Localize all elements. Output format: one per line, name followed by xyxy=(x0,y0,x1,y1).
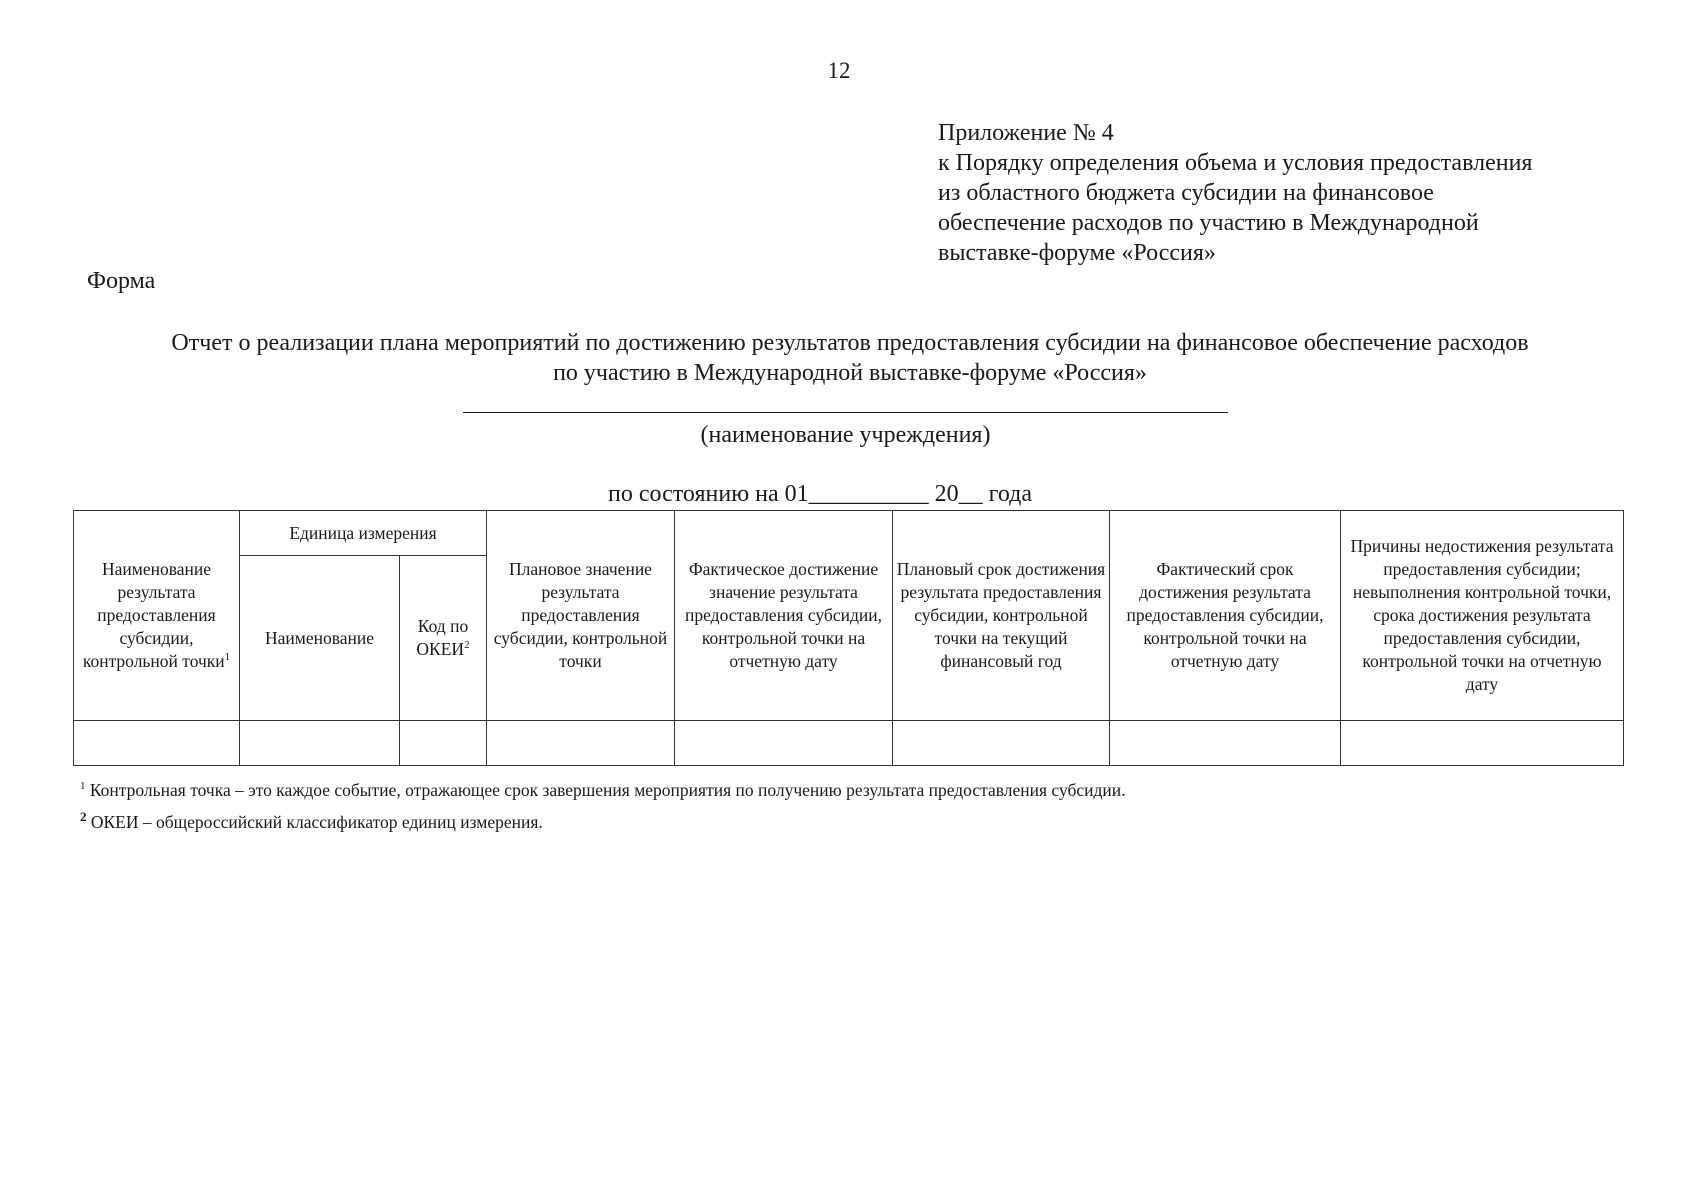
appendix-line: обеспечение расходов по участию в Международной xyxy=(938,210,1479,236)
footnote-2: $^2$ ОКЕИ – общероссийский классификатор единиц измерения. xyxy=(80,809,543,832)
header-planned-value: Плановое значение результата предоставления субсидии, контрольной точки xyxy=(487,511,675,721)
header-result-name: Наименование результата предоставления субсидии, контрольной точки$^1$ xyxy=(74,511,240,721)
header-actual-value: Фактическое достижение значение результата предоставления субсидии, контрольной точки на отчетную дату xyxy=(675,511,893,721)
header-unit-code: Код по ОКЕИ$^2$ xyxy=(400,556,487,721)
report-title-line: Отчет о реализации плана мероприятий по достижению результатов предоставления субсидии на финансовое обеспечение расходов xyxy=(171,330,1529,356)
appendix-line: Приложение № 4 xyxy=(938,120,1114,146)
table-cell[interactable] xyxy=(893,721,1110,766)
form-label: Форма xyxy=(87,268,156,294)
appendix-line: выставке-форуме «Россия» xyxy=(938,240,1216,266)
as-of-date: по состоянию на 01__________ 20__ года xyxy=(608,481,1033,507)
table-header-row xyxy=(74,511,1624,556)
table-cell[interactable] xyxy=(675,721,893,766)
header-unit-name: Наименование xyxy=(240,556,400,721)
table-cell[interactable] xyxy=(400,721,487,766)
table-cell[interactable] xyxy=(1110,721,1341,766)
report-title-line: по участию в Международной выставке-форуме «Россия» xyxy=(553,360,1147,386)
header-reasons: Причины недостижения результата предоставления субсидии; невыполнения контрольной точки, срока достижения результата предоставления субсидии, контрольной точки на отчетную дату xyxy=(1341,511,1624,721)
appendix-line: к Порядку определения объема и условия предоставления xyxy=(938,150,1533,176)
report-title xyxy=(70,328,1630,388)
header-actual-date: Фактический срок достижения результата предоставления субсидии, контрольной точки на отчетную дату xyxy=(1110,511,1341,721)
header-unit-group: Единица измерения xyxy=(240,511,487,556)
page-number: 12 xyxy=(827,58,851,83)
appendix-line: из областного бюджета субсидии на финансовое xyxy=(938,180,1434,206)
appendix-header xyxy=(938,118,1658,268)
table-cell[interactable] xyxy=(487,721,675,766)
table-cell[interactable] xyxy=(240,721,400,766)
footnote-1: $^1$ Контрольная точка – это каждое событие, отражающее срок завершения мероприятия по получению результата предоставления субсидии. xyxy=(80,780,1126,800)
table-row xyxy=(74,721,1624,766)
footnotes xyxy=(80,774,1126,838)
table-cell[interactable] xyxy=(1341,721,1624,766)
institution-caption: (наименование учреждения) xyxy=(700,422,991,448)
header-planned-date: Плановый срок достижения результата предоставления субсидии, контрольной точки на текущий финансовый год xyxy=(893,511,1110,721)
table-cell[interactable] xyxy=(74,721,240,766)
report-table xyxy=(73,510,1624,766)
institution-name-field[interactable] xyxy=(463,412,1228,413)
